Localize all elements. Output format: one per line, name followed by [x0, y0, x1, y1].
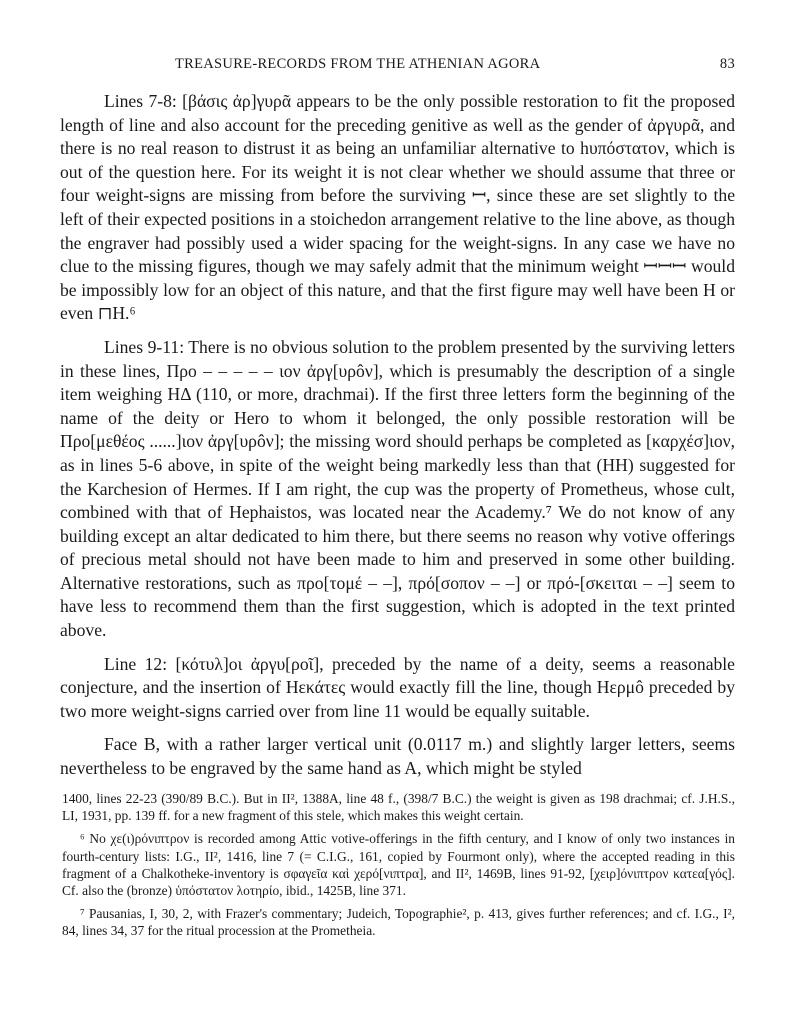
footnotes: [62, 790, 735, 946]
footnote-7: ⁷ Pausanias, I, 30, 2, with Frazer's commentary; Judeich, Topographie², p. 413, gives further references; and cf. I.G., I², 84, lines 34, 37 for the ritual procession at the Prometheia.: [62, 906, 735, 939]
paragraph-line-12: Line 12: [κότυλ]οι ἀργυ[ροῖ], preceded by the name of a deity, seems a reasonable conjecture, and the insertion of Hεκάτες would exactly fill the line, though Hερμô preceded by two more weight-signs carried over from line 11 would be equally suitable.: [60, 653, 735, 721]
running-header: [175, 56, 735, 76]
paragraph-lines-7-8: Lines 7-8: [βάσις ἀρ]γυρᾶ appears to be the only possible restoration to fit the proposed length of line and also account for the preceding genitive as well as the gender of ἀργυρᾶ, and there is no real reason to distrust it as being an unfamiliar alternative to hυπόστατον, which is out of the question here. For its weight it is not clear whether we should assume that three or four weight-signs are missing from before the surviving ꟷ, since these are set slightly to the left of their expected positions in a stoichedon arrangement relative to the line above, as though the engraver had possibly used a wider spacing for the weight-signs. In any case we have no clue to the missing figures, though we may safely admit that the minimum weight ꟷꟷꟷ would be impossibly low for an object of this nature, and that the first figure may well have been H or even ⊓H.⁶: [60, 91, 735, 324]
paragraph-face-b: Face B, with a rather larger vertical unit (0.0117 m.) and slightly larger letters, seems nevertheless to be engraved by the same hand as A, which might be styled: [60, 734, 735, 779]
paragraph-lines-9-11: Lines 9-11: There is no obvious solution to the problem presented by the surviving letters in these lines, Προ – – – – – ιον ἀργ[υρôν], which is presumably the description of a single item weighing HΔ (110, or more, drachmai). If the first three letters form the beginning of the name of the deity or Hero to whom it belonged, the only possible restoration will be Προ[μεθέος ......]ιον ἀργ[υρôν]; the missing word should perhaps be completed as [καρχέσ]ιον, as in lines 5-6 above, in spite of the weight being markedly less than that (HH) suggested for the Karchesion of Hermes. If I am right, the cup was the property of Prometheus, whose cult, combined with that of Hephaistos, was located near the Academy.⁷ We do not know of any building except an altar dedicated to him there, but there seems no reason why votive offerings of precious metal should not have been made to him and preserved in some other building. Alternative restorations, such as προ[τομέ – –], πρό[σοπον – –] or πρό-[σκειται – –] seem to have less to recommend them than the first suggestion, which is adopted in the text printed above.: [60, 336, 735, 641]
footnote-6: ⁶ No χε(ι)ρόνιπτρον is recorded among Attic votive-offerings in the fifth century, and I know of only two instances in fourth-century lists: I.G., II², 1416, line 7 (= C.I.G., 161, copied by Fourmont only), where the accepted reading in this fragment of a Chalkotheke-inventory is σφαγεῖα καὶ χερό[νιπτρα], and II², 1469B, lines 91-92, [χειρ]όνιπτρον κατεα[γός]. Cf. also the (bronze) ὑπόστατον λοτηρίο, ibid., 1425B, line 371.: [62, 831, 735, 899]
page-number: 83: [719, 56, 735, 72]
running-title: TREASURE-RECORDS FROM THE ATHENIAN AGORA: [175, 56, 541, 72]
footnote-continuation: 1400, lines 22-23 (390/89 B.C.). But in II², 1388A, line 48 f., (398/7 B.C.) the weight is given as 198 drachmai; cf. J.H.S., LI, 1931, pp. 139 ff. for a new fragment of this stele, which makes this weight certain.: [62, 791, 735, 824]
main-text: [60, 90, 735, 781]
